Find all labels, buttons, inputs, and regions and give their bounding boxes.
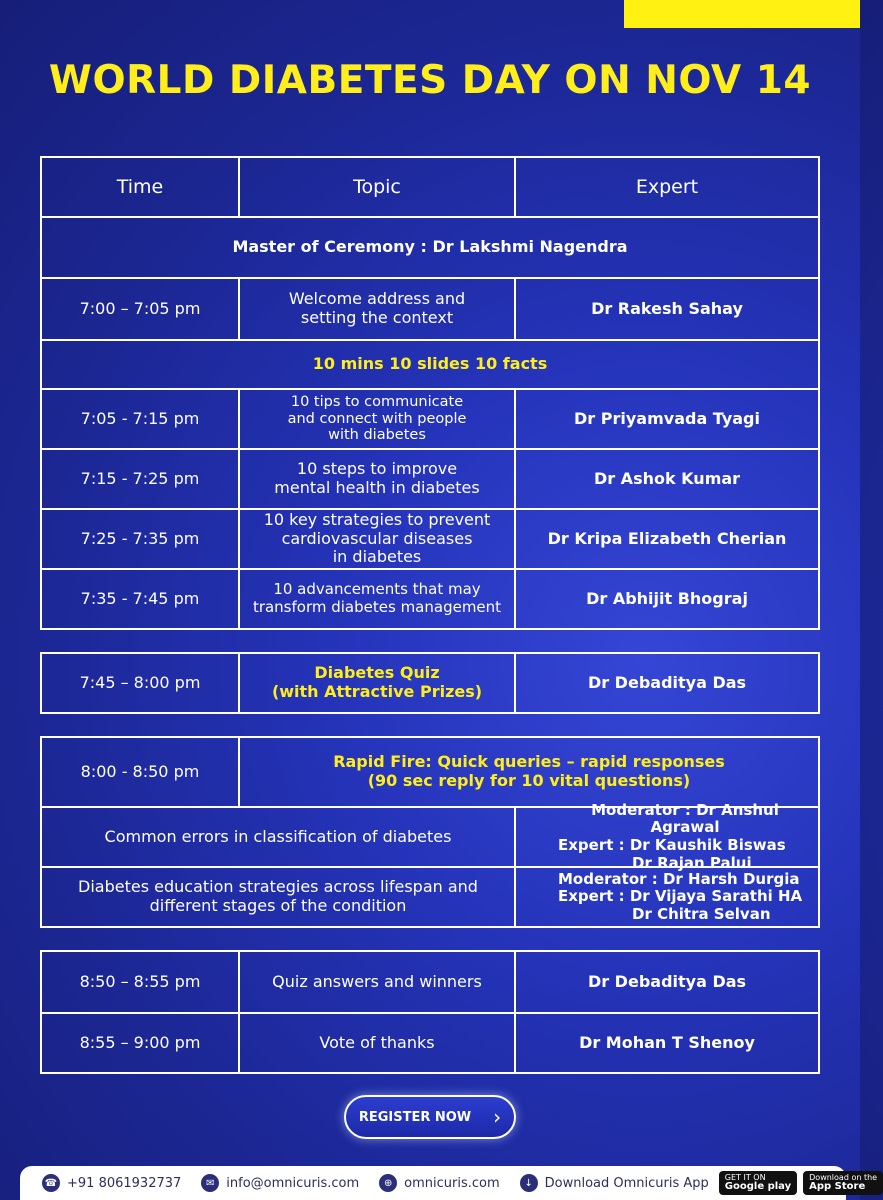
panel-topic-line: Diabetes education strategies across lifespan and — [78, 877, 478, 897]
quiz-topic-line: Diabetes Quiz — [314, 663, 440, 683]
closing-topic: Quiz answers and winners — [238, 952, 514, 1012]
quiz-row — [42, 654, 818, 712]
facts-topic — [238, 510, 514, 568]
topic-line: 10 steps to improve — [296, 459, 458, 479]
rapid-topic-line: (90 sec reply for 10 vital questions) — [367, 771, 691, 790]
panel-topic — [42, 868, 514, 926]
topic-line: transform diabetes management — [252, 598, 502, 616]
rapid-topic — [238, 738, 818, 806]
google-play-badge[interactable] — [719, 1171, 797, 1196]
closing-time: 8:50 – 8:55 pm — [79, 971, 201, 991]
phone-text: +91 8061932737 — [67, 1175, 182, 1191]
rapid-topic-line: Rapid Fire: Quick queries – rapid responses — [333, 752, 725, 772]
footer-download — [520, 1174, 709, 1192]
facts-row — [42, 568, 818, 628]
closing-expert: Dr Debaditya Das — [514, 952, 818, 1012]
panel-topic-line: different stages of the condition — [149, 896, 407, 915]
panel-expert: Expert : Dr Kaushik Biswas — [558, 836, 786, 854]
google-play-label: Google play — [724, 1180, 792, 1192]
panel-moderator: Moderator : Dr Anshul Agrawal — [591, 800, 779, 837]
topic-line: 10 tips to communicate — [290, 393, 464, 410]
corner-accent — [624, 0, 860, 28]
facts-row — [42, 508, 818, 568]
schedule-table-rapid — [40, 736, 820, 928]
register-now-button[interactable] — [344, 1095, 516, 1139]
rapid-row — [42, 738, 818, 806]
schedule-table-closing — [40, 950, 820, 1074]
app-store-badge[interactable] — [803, 1171, 883, 1196]
panel-expert: Expert : Dr Vijaya Sarathi HA — [558, 887, 803, 906]
closing-time: 8:55 – 9:00 pm — [79, 1032, 201, 1052]
facts-time: 7:15 - 7:25 pm — [80, 468, 200, 488]
quiz-time: 7:45 – 8:00 pm — [79, 672, 201, 692]
google-play-small: GET IT ON — [724, 1172, 766, 1182]
topic-line: mental health in diabetes — [274, 478, 480, 497]
facts-topic — [238, 390, 514, 448]
header-row — [42, 158, 818, 216]
footer-email[interactable] — [201, 1174, 359, 1192]
panel-expert: Dr Chitra Selvan — [632, 904, 771, 923]
panel-experts — [514, 868, 818, 926]
welcome-topic-line: Welcome address and — [288, 289, 466, 309]
page-title: WORLD DIABETES DAY ON NOV 14 — [48, 58, 812, 103]
welcome-time: 7:00 – 7:05 pm — [79, 298, 201, 318]
panel-expert: Dr Rajan Palui — [632, 853, 752, 872]
facts-topic — [238, 570, 514, 628]
rapid-time: 8:00 - 8:50 pm — [80, 761, 200, 781]
welcome-expert: Dr Rakesh Sahay — [514, 279, 818, 339]
footer-website[interactable] — [379, 1174, 499, 1192]
register-label: REGISTER NOW — [358, 1109, 472, 1125]
schedule-table-main — [40, 156, 820, 630]
emcee-row — [42, 216, 818, 277]
facts-topic — [238, 450, 514, 508]
facts-row — [42, 388, 818, 448]
panel-moderator: Moderator : Dr Harsh Durgia — [558, 869, 800, 888]
app-store-small: Download on the — [809, 1172, 878, 1182]
closing-row — [42, 1012, 818, 1072]
facts-time: 7:35 - 7:45 pm — [80, 588, 200, 608]
facts-heading-row — [42, 339, 818, 388]
mail-icon: ✉ — [201, 1174, 219, 1192]
closing-expert: Dr Mohan T Shenoy — [514, 1014, 818, 1072]
quiz-expert: Dr Debaditya Das — [514, 654, 818, 712]
closing-topic: Vote of thanks — [238, 1014, 514, 1072]
download-text: Download Omnicuris App — [544, 1175, 709, 1191]
facts-time: 7:25 - 7:35 pm — [80, 528, 200, 548]
header-time: Time — [116, 175, 164, 198]
email-text: info@omnicuris.com — [226, 1175, 360, 1191]
topic-line: 10 key strategies to prevent — [263, 509, 491, 529]
topic-line: and connect with people — [287, 410, 467, 427]
facts-heading: 10 mins 10 slides 10 facts — [312, 354, 548, 374]
quiz-topic-line: (with Attractive Prizes) — [271, 682, 483, 701]
emcee-text: Master of Ceremony : Dr Lakshmi Nagendra — [232, 237, 628, 257]
topic-line: cardiovascular diseases — [281, 528, 473, 548]
header-topic: Topic — [238, 158, 514, 216]
quiz-topic — [238, 654, 514, 712]
facts-row — [42, 448, 818, 508]
welcome-topic — [238, 279, 514, 339]
website-text: omnicuris.com — [404, 1175, 500, 1191]
app-store-label: App Store — [809, 1180, 866, 1192]
download-icon: ↓ — [520, 1174, 538, 1192]
phone-icon: ☎ — [42, 1174, 60, 1192]
footer-phone[interactable] — [42, 1174, 181, 1192]
topic-line: 10 advancements that may — [273, 580, 481, 599]
welcome-topic-line: setting the context — [300, 308, 454, 327]
closing-row — [42, 952, 818, 1012]
globe-icon: ⊕ — [379, 1174, 397, 1192]
panel-row — [42, 800, 818, 872]
topic-line: with diabetes — [328, 427, 426, 444]
panel-row — [42, 866, 818, 926]
header-expert: Expert — [514, 158, 818, 216]
facts-expert: Dr Priyamvada Tyagi — [514, 390, 818, 448]
facts-expert: Dr Kripa Elizabeth Cherian — [514, 510, 818, 568]
chevron-right-icon: › — [493, 1105, 502, 1129]
facts-expert: Dr Abhijit Bhograj — [514, 570, 818, 628]
footer-bar — [20, 1166, 878, 1200]
topic-line: in diabetes — [332, 547, 422, 567]
panel-experts — [514, 800, 818, 872]
panel-topic: Common errors in classification of diabetes — [104, 826, 452, 846]
facts-expert: Dr Ashok Kumar — [514, 450, 818, 508]
schedule-table-quiz — [40, 652, 820, 714]
welcome-row — [42, 277, 818, 339]
facts-time: 7:05 - 7:15 pm — [80, 408, 200, 428]
